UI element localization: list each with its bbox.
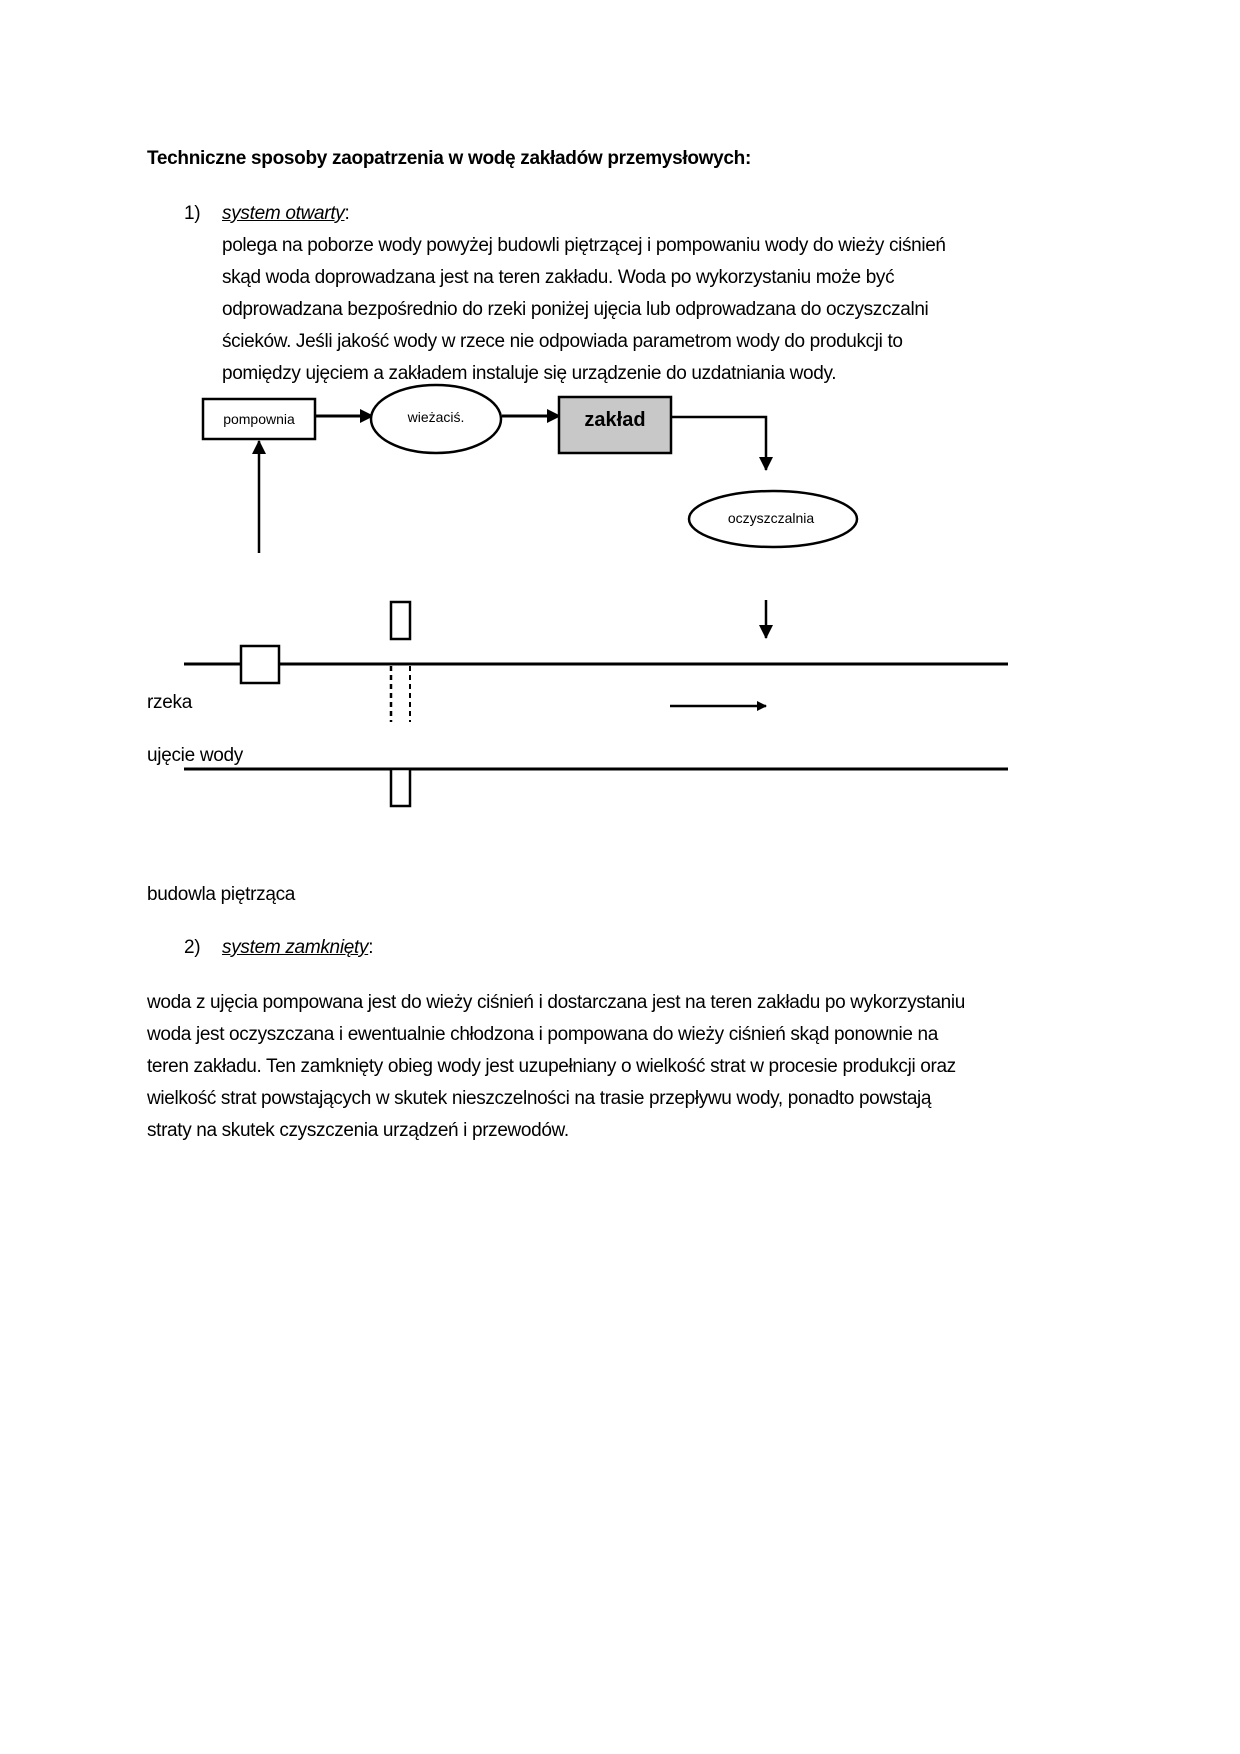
paragraph-line: pomiędzy ujęciem a zakładem instaluje się urządzenie do uzdatniania wody. xyxy=(222,363,837,384)
section-2-colon: : xyxy=(368,937,374,958)
water-intake-square xyxy=(241,646,279,683)
zaklad-node xyxy=(559,397,671,453)
section-2-heading xyxy=(184,937,373,959)
paragraph-line: skąd woda doprowadzana jest na teren zakładu. Woda po wykorzystaniu może być xyxy=(222,267,895,288)
section-1-number: 1) xyxy=(184,203,201,224)
rzeka-label: rzeka xyxy=(147,692,192,713)
oczyszczalnia-node xyxy=(689,491,857,547)
paragraph-line: polega na poborze wody powyżej budowli piętrzącej i pompowaniu wody do wieży ciśnień xyxy=(222,235,946,256)
pompownia-label: pompownia xyxy=(223,411,295,427)
section-1-colon: : xyxy=(344,203,350,224)
section-2-paragraph xyxy=(147,987,965,1147)
dam-bottom-block xyxy=(391,769,410,806)
ujecie-wody-label: ujęcie wody xyxy=(147,745,243,766)
paragraph-line: ścieków. Jeśli jakość wody w rzece nie odpowiada parametrom wody do produkcji to xyxy=(222,331,903,352)
section-2-label: system zamknięty xyxy=(222,937,369,958)
paragraph-line: woda z ujęcia pompowana jest do wieży ciśnień i dostarczana jest na teren zakładu po wykorzystaniu xyxy=(147,992,965,1013)
arrow-zaklad-to-oczyszczalnia xyxy=(671,417,766,470)
section-2-number: 2) xyxy=(184,937,201,958)
paragraph-line: wielkość strat powstających w skutek nieszczelności na trasie przepływu wody, ponadto powstają xyxy=(147,1088,932,1109)
wieza-cisnien-node xyxy=(371,385,501,453)
paragraph-line: teren zakładu. Ten zamknięty obieg wody jest uzupełniany o wielkość strat w procesie produkcji oraz xyxy=(147,1056,956,1077)
budowla-pietrzaca-label: budowla piętrząca xyxy=(147,884,296,905)
wieza-label: wieżaciś. xyxy=(407,409,465,425)
paragraph-line: odprowadzana bezpośrednio do rzeki poniżej ujęcia lub odprowadzana do oczyszczalni xyxy=(222,299,929,320)
oczyszczalnia-label: oczyszczalnia xyxy=(727,510,815,526)
pompownia-node xyxy=(203,399,315,439)
dam-top-block xyxy=(391,602,410,639)
paragraph-line: woda jest oczyszczana i ewentualnie chłodzona i pompowana do wieży ciśnień skąd ponownie na xyxy=(147,1024,938,1045)
document-title: Techniczne sposoby zaopatrzenia w wodę zakładów przemysłowych: xyxy=(147,148,751,169)
paragraph-line: straty na skutek czyszczenia urządzeń i przewodów. xyxy=(147,1120,569,1141)
section-1-label: system otwarty xyxy=(222,203,345,224)
zaklad-label: zakład xyxy=(584,409,646,431)
